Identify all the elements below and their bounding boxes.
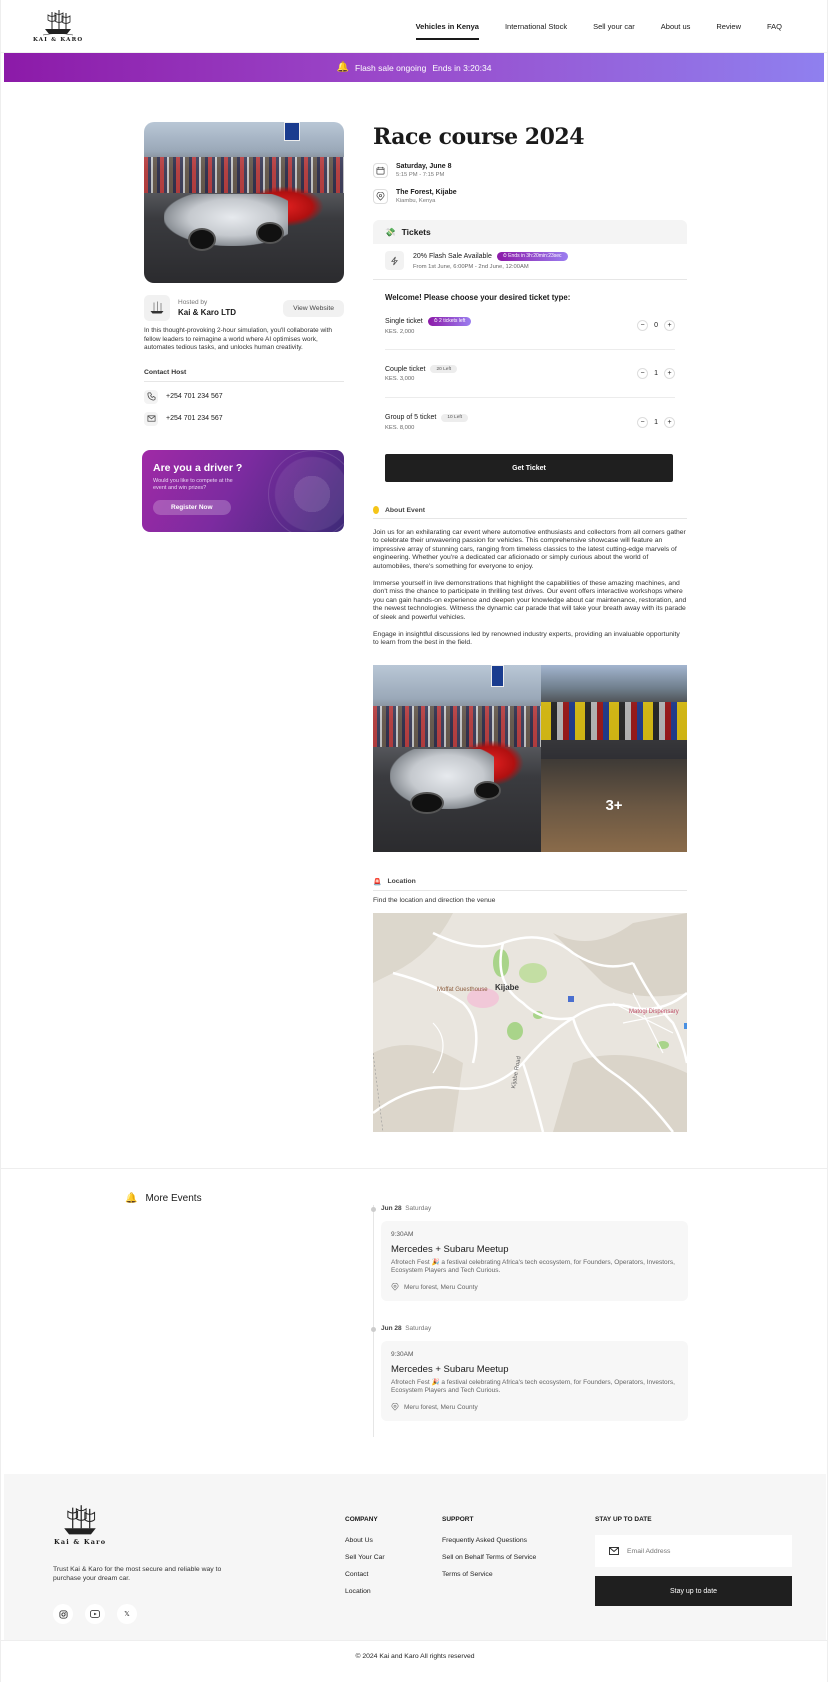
- get-ticket-button[interactable]: Get Ticket: [385, 454, 673, 482]
- bell-icon: 🔔: [336, 62, 349, 73]
- driver-promo-title: Are you a driver ?: [153, 461, 243, 474]
- about-paragraph: Join us for an exhilarating car event where automotive enthusiasts and collectors from all corners gather to celebrate their unwavering passion for vehicles. This comprehensive showcase will feature an impressive array of stunning cars, ranging from timeless classics to the latest cutting-edge marvels of engineering. Whether you're a dedicated car aficionado or simply curious about the world of automobiles, there's something for everyone to enjoy.: [373, 529, 686, 570]
- map-label-guesthouse: Moffat Guesthouse: [437, 986, 488, 993]
- event-location: [391, 1403, 678, 1411]
- tickets-header: [373, 220, 687, 244]
- quantity-value: 1: [654, 370, 658, 377]
- lightning-icon: [385, 251, 404, 270]
- decrement-button[interactable]: −: [637, 417, 648, 428]
- contact-host-title: Contact Host: [144, 369, 344, 382]
- event-description: Afrotech Fest 🎉 a festival celebrating Africa's tech ecosystem, for Founders, Operators, Investors, Ecosystem Players and Tech Curious.: [391, 1259, 675, 1274]
- flash-sale-banner: [4, 53, 824, 82]
- location-subtitle: Find the location and direction the venue: [373, 896, 496, 904]
- main-content: [1, 82, 827, 1174]
- copyright: © 2024 Kai and Karo All rights reserved: [1, 1640, 828, 1672]
- about-paragraph: Immerse yourself in live demonstrations that highlight the capabilities of these amazing machines, and don't miss the chance to participate in thrilling test drives. Our event offers interactive workshops where you can gain hands-on experience and deepen your knowledge about car maintenance, restoration, and the newest technologies. Witness the dynamic car parade that will take your breath away with its parade of sleek and powerful vehicles.: [373, 580, 687, 621]
- event-name: Mercedes + Subaru Meetup: [391, 1364, 509, 1375]
- event-venue: The Forest, Kijabe: [396, 189, 457, 196]
- footer-company-column: [345, 1516, 385, 1605]
- event-day: Saturday: [405, 1325, 432, 1332]
- right-column: [373, 122, 687, 1132]
- view-website-button[interactable]: View Website: [283, 300, 344, 317]
- footer-link-location[interactable]: Location: [345, 1588, 371, 1595]
- about-paragraph: Engage in insightful discussions led by renowned industry experts, providing an invaluable opportunity to learn from the best in the field.: [373, 631, 680, 647]
- ticket-price: KES. 2,000: [385, 328, 415, 335]
- event-card[interactable]: [381, 1221, 688, 1301]
- logo[interactable]: [33, 9, 83, 43]
- about-event-section: [373, 506, 687, 852]
- host-card: [144, 295, 344, 321]
- map-graphic: [373, 913, 687, 1132]
- decrement-button[interactable]: −: [637, 368, 648, 379]
- event-date: Jun 28: [381, 1205, 402, 1212]
- location-label: [373, 878, 687, 891]
- car-photo: [144, 122, 344, 283]
- nav-sell-your-car[interactable]: Sell your car: [593, 21, 635, 31]
- event-date-marker: [374, 1325, 687, 1337]
- mail-icon: [144, 412, 158, 426]
- footer-link-contact[interactable]: Contact: [345, 1571, 369, 1578]
- ticket-availability-badge: 10 Left: [441, 414, 468, 422]
- logo-text: KAI & KARO: [33, 37, 84, 43]
- nav-about-us[interactable]: About us: [660, 21, 691, 31]
- newsletter: [595, 1516, 792, 1606]
- map-pin-icon: [373, 189, 388, 204]
- event-hero-image[interactable]: [144, 122, 344, 283]
- footer-company-title: COMPANY: [345, 1516, 378, 1523]
- nav-international-stock[interactable]: International Stock: [504, 21, 568, 31]
- ticket-availability-badge: ⏱ 2 tickets left: [428, 317, 472, 326]
- quantity-stepper: [637, 417, 675, 428]
- decrement-button[interactable]: −: [637, 320, 648, 331]
- driver-promo-subtitle: Would you like to compete at the event and win prizes?: [153, 477, 233, 491]
- flash-badge-text: Ends in 3h:20min:23sec: [508, 253, 562, 259]
- header: [1, 0, 827, 53]
- events-timeline: [373, 1205, 687, 1437]
- map-label-dispensary: Matogi Dispensary: [629, 1008, 679, 1015]
- event-time: 9:30AM: [391, 1351, 414, 1358]
- flash-sale-text: Flash sale ongoing: [355, 62, 427, 73]
- quantity-stepper: [637, 368, 675, 379]
- host-info: [178, 299, 283, 317]
- quantity-value: 1: [654, 418, 658, 426]
- ticket-row-couple: [385, 350, 675, 398]
- ship-logo-icon: [58, 1504, 102, 1538]
- nav-faq[interactable]: FAQ: [766, 21, 782, 31]
- event-date-marker: [374, 1205, 687, 1217]
- instagram-icon[interactable]: [53, 1604, 73, 1624]
- about-event-label: [373, 506, 687, 519]
- map-pin-icon: [391, 1283, 399, 1291]
- map-label-town: Kijabe: [495, 982, 520, 992]
- contact-email: +254 701 234 567: [166, 415, 223, 422]
- increment-button[interactable]: +: [664, 417, 675, 428]
- youtube-icon[interactable]: [85, 1604, 105, 1624]
- footer-tagline: Trust Kai & Karo for the most secure and reliable way to purchase your dream car.: [53, 1566, 222, 1582]
- gallery-image[interactable]: [373, 665, 541, 852]
- footer-logo[interactable]: [54, 1504, 106, 1546]
- subscribe-button[interactable]: Stay up to date: [595, 1576, 792, 1606]
- email-field-wrapper: [595, 1535, 792, 1567]
- quantity-value: 0: [654, 322, 658, 329]
- ship-logo-icon: [148, 301, 166, 315]
- footer-link-terms-of-service[interactable]: Terms of Service: [442, 1571, 493, 1578]
- info-dot-icon: [373, 506, 379, 514]
- nav-vehicles-in-kenya[interactable]: Vehicles in Kenya: [416, 16, 479, 37]
- event-name: Mercedes + Subaru Meetup: [391, 1244, 509, 1255]
- more-events-header: [125, 1193, 202, 1204]
- email-input[interactable]: [627, 1548, 777, 1555]
- calendar-icon: [373, 163, 388, 178]
- footer-support-title: SUPPORT: [442, 1516, 474, 1523]
- footer-support-column: [442, 1516, 536, 1588]
- event-time: 5:15 PM - 7:15 PM: [396, 172, 445, 178]
- ticket-price: KES. 8,000: [385, 424, 415, 431]
- about-event-title: About Event: [385, 506, 426, 514]
- more-events-title: More Events: [145, 1193, 202, 1204]
- host-description: In this thought-provoking 2-hour simulation, you'll collaborate with fellow leaders to reimagine a world where AI optimises work, automates tedious tasks, and unlocks human creativity.: [144, 327, 333, 351]
- event-region: Kiambu, Kenya: [396, 198, 436, 204]
- ticket-price: KES. 3,000: [385, 376, 415, 382]
- mail-icon: [609, 1547, 619, 1555]
- flash-sale-period: From 1st June, 6:00PM - 2nd June, 12:00AM: [413, 263, 529, 270]
- siren-icon: 🚨: [373, 878, 382, 886]
- host-logo: [144, 295, 170, 321]
- map-label-road: Kijabe Road: [511, 1055, 523, 1089]
- newsletter-title: STAY UP TO DATE: [595, 1516, 652, 1523]
- tickets-title: Tickets: [401, 227, 431, 237]
- ticket-badge-text: 2 tickets left: [439, 318, 466, 324]
- quantity-stepper: [637, 320, 675, 331]
- ticket-name: Group of 5 ticket: [385, 414, 437, 421]
- gallery-image[interactable]: [541, 665, 687, 759]
- footer-link-faq[interactable]: Frequently Asked Questions: [442, 1537, 528, 1544]
- event-location: [391, 1283, 678, 1291]
- event-gallery: [373, 665, 687, 852]
- flash-sale-countdown: Ends in 3:20:34: [432, 62, 492, 73]
- ship-logo-icon: [41, 9, 75, 37]
- event-day: Saturday: [405, 1205, 432, 1212]
- event-date-row: [373, 163, 687, 178]
- flash-sale-title: 20% Flash Sale Available: [413, 252, 492, 260]
- ticket-name: Single ticket: [385, 317, 423, 325]
- event-date: Saturday, June 8: [396, 163, 452, 170]
- hosted-by-label: Hosted by: [178, 299, 208, 306]
- driver-promo-card: [142, 450, 344, 532]
- tickets-panel: [373, 220, 687, 482]
- phone-icon: [144, 390, 158, 404]
- footer-link-sell-on-behalf-terms[interactable]: Sell on Behalf Terms of Service: [442, 1554, 537, 1561]
- left-column: [144, 122, 344, 532]
- money-icon: 💸: [385, 226, 396, 237]
- event-venue-row: [373, 189, 687, 204]
- event-description: Afrotech Fest 🎉 a festival celebrating Africa's tech ecosystem, for Founders, Operators, Investors, Ecosystem Players and Tech Curious.: [391, 1379, 675, 1394]
- ticket-welcome-text: Welcome! Please choose your desired ticket type:: [385, 293, 571, 302]
- gallery-more-count: 3+: [605, 796, 623, 814]
- ticket-name: Couple ticket: [385, 365, 426, 373]
- location-title: Location: [387, 878, 416, 886]
- nav-review[interactable]: Review: [716, 21, 741, 31]
- location-section: [373, 878, 687, 1132]
- flash-sale-countdown-badge: ⏱ Ends in 3h:20min:23sec: [497, 252, 568, 261]
- ticket-row-group: [385, 398, 675, 446]
- increment-button[interactable]: +: [664, 368, 675, 379]
- contact-email-row[interactable]: [144, 412, 344, 426]
- flash-sale-info: [373, 244, 687, 280]
- gallery-more-tile[interactable]: [541, 759, 687, 852]
- footer-link-sell-your-car[interactable]: Sell Your Car: [345, 1554, 385, 1561]
- x-twitter-icon[interactable]: 𝕏: [117, 1604, 137, 1624]
- ticket-row-single: [385, 302, 675, 350]
- contact-phone-row[interactable]: [144, 390, 344, 404]
- main-nav: [416, 16, 782, 37]
- bell-icon: 🔔: [125, 1193, 138, 1204]
- more-events-section: [1, 1168, 828, 1473]
- contact-phone: +254 701 234 567: [166, 393, 223, 400]
- footer-link-about-us[interactable]: About Us: [345, 1537, 373, 1544]
- increment-button[interactable]: +: [664, 320, 675, 331]
- footer-logo-text: Kai & Karo: [54, 1538, 107, 1546]
- host-name: Kai & Karo LTD: [178, 308, 237, 317]
- event-date: Jun 28: [381, 1325, 402, 1332]
- event-location-text: Meru forest, Meru County: [404, 1283, 478, 1291]
- ticket-availability-badge: 20 Left: [430, 365, 457, 373]
- footer: [4, 1474, 826, 1640]
- social-links: [53, 1604, 137, 1624]
- event-location-text: Meru forest, Meru County: [404, 1403, 478, 1411]
- event-title: Race course 2024: [373, 124, 585, 150]
- event-time: 9:30AM: [391, 1231, 414, 1238]
- register-now-button[interactable]: Register Now: [153, 500, 231, 515]
- location-map[interactable]: [373, 913, 687, 1132]
- map-pin-icon: [391, 1403, 399, 1411]
- event-card[interactable]: [381, 1341, 688, 1421]
